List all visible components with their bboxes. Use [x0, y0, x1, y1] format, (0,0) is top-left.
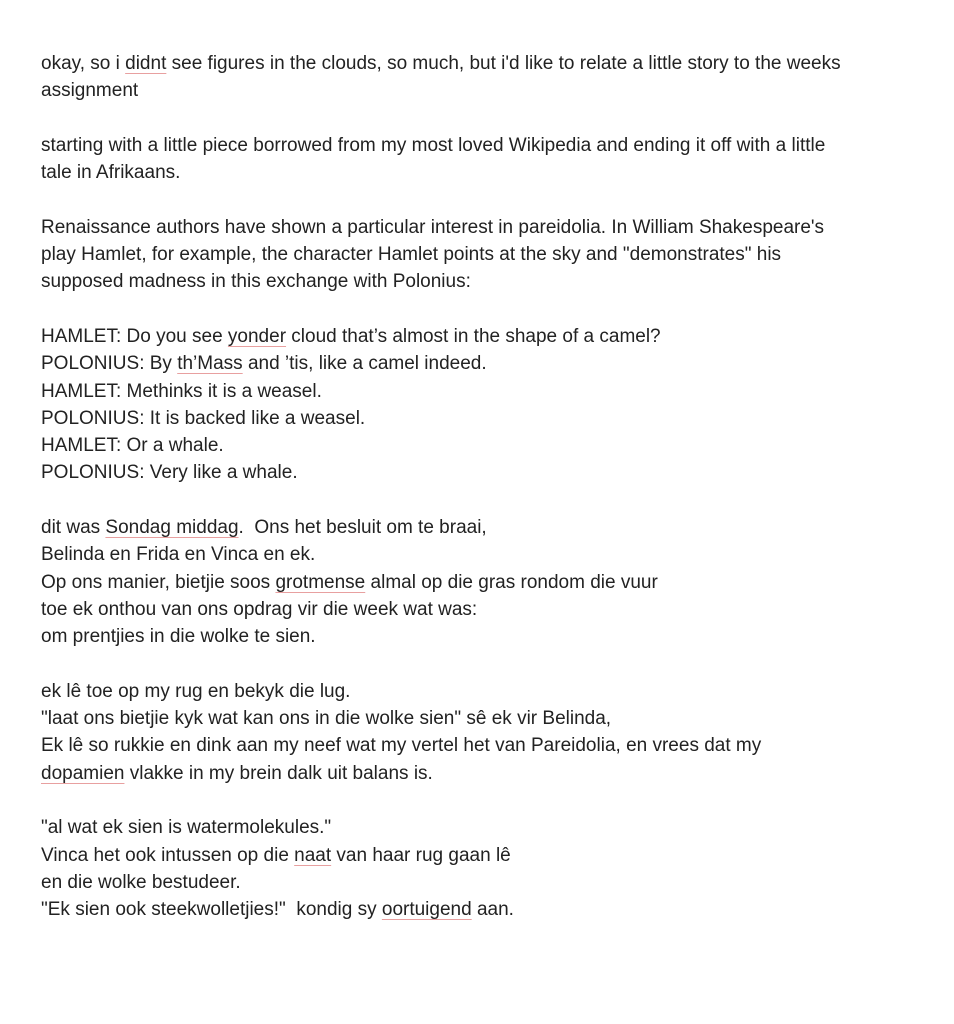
text-line [41, 569, 931, 596]
text-line [41, 760, 931, 787]
document-body [41, 50, 931, 951]
spellcheck-flagged-word: yonder [227, 325, 287, 347]
text-line [41, 77, 931, 104]
text-segment: van haar rug gaan lê [331, 844, 511, 866]
text-segment: Belinda en Frida en Vinca en ek. [41, 544, 316, 566]
text-line [41, 405, 931, 432]
paragraph [41, 814, 931, 923]
text-segment: ek lê toe op my rug en bekyk die lug. [41, 680, 351, 702]
text-segment: tale in Afrikaans. [41, 162, 181, 184]
text-segment: om prentjies in die wolke te sien. [41, 626, 316, 648]
text-segment: . Ons het besluit om te braai, [238, 517, 487, 539]
paragraph [41, 50, 931, 105]
text-segment: see figures in the clouds, so much, but i'd like to relate a little story to the weeks [166, 53, 841, 74]
text-segment: okay, so i [41, 53, 126, 74]
text-segment: aan. [471, 899, 514, 921]
text-line [41, 705, 931, 732]
spellcheck-flagged-word: dopamien [41, 762, 125, 784]
text-segment: Vinca het ook intussen op die [41, 844, 295, 866]
text-line [41, 814, 931, 841]
spellcheck-flagged-word: th’Mass [177, 353, 243, 375]
paragraph [41, 323, 931, 487]
spellcheck-flagged-word: naat [294, 844, 332, 866]
text-line [41, 842, 931, 869]
text-segment: Renaissance authors have shown a particular interest in pareidolia. In William Shakespeare's [41, 216, 825, 238]
spellcheck-flagged-word: grotmense [275, 571, 366, 593]
paragraph [41, 514, 931, 650]
text-line [41, 896, 931, 923]
text-segment: HAMLET: Or a whale. [41, 435, 224, 457]
text-segment: en die wolke bestudeer. [41, 871, 241, 893]
text-line [41, 214, 931, 241]
text-segment: HAMLET: Do you see [41, 325, 228, 347]
text-segment: "laat ons bietjie kyk wat kan ons in die wolke sien" sê ek vir Belinda, [41, 708, 612, 730]
paragraph [41, 678, 931, 787]
text-segment: starting with a little piece borrowed from my most loved Wikipedia and ending it off with a little [41, 134, 826, 156]
text-segment: almal op die gras rondom die vuur [365, 571, 658, 593]
text-segment: dit was [41, 517, 106, 539]
text-segment: Ek lê so rukkie en dink aan my neef wat my vertel het van Pareidolia, en vrees dat my [41, 735, 762, 757]
spellcheck-flagged-word: Sondag middag [105, 517, 239, 539]
text-segment: cloud that’s almost in the shape of a camel? [286, 325, 661, 347]
text-segment: Op ons manier, bietjie soos [41, 571, 276, 593]
text-line [41, 432, 931, 459]
text-line [41, 50, 931, 77]
text-line [41, 623, 931, 650]
text-line [41, 378, 931, 405]
text-line [41, 732, 931, 759]
text-line [41, 323, 931, 350]
text-segment: play Hamlet, for example, the character Hamlet points at the sky and "demonstrates" his [41, 244, 782, 266]
text-segment: "al wat ek sien is watermolekules." [41, 817, 332, 839]
text-segment: POLONIUS: Very like a whale. [41, 462, 298, 484]
text-segment: POLONIUS: It is backed like a weasel. [41, 407, 366, 429]
text-line [41, 596, 931, 623]
spellcheck-flagged-word: didnt [125, 53, 167, 74]
text-segment: vlakke in my brein dalk uit balans is. [124, 762, 433, 784]
text-line [41, 350, 931, 377]
text-segment: HAMLET: Methinks it is a weasel. [41, 380, 322, 402]
text-line [41, 159, 931, 186]
text-line [41, 541, 931, 568]
text-segment: POLONIUS: By [41, 353, 178, 375]
text-segment: assignment [41, 80, 139, 102]
paragraph [41, 132, 931, 187]
text-line [41, 268, 931, 295]
text-line [41, 678, 931, 705]
text-segment: supposed madness in this exchange with Polonius: [41, 271, 471, 293]
text-segment: and ’tis, like a camel indeed. [242, 353, 487, 375]
text-line [41, 514, 931, 541]
text-line [41, 459, 931, 486]
text-line [41, 869, 931, 896]
text-line [41, 241, 931, 268]
text-segment: toe ek onthou van ons opdrag vir die week wat was: [41, 598, 478, 620]
text-line [41, 132, 931, 159]
paragraph [41, 214, 931, 296]
spellcheck-flagged-word: oortuigend [381, 899, 472, 921]
text-segment: "Ek sien ook steekwolletjies!" kondig sy [41, 899, 382, 921]
